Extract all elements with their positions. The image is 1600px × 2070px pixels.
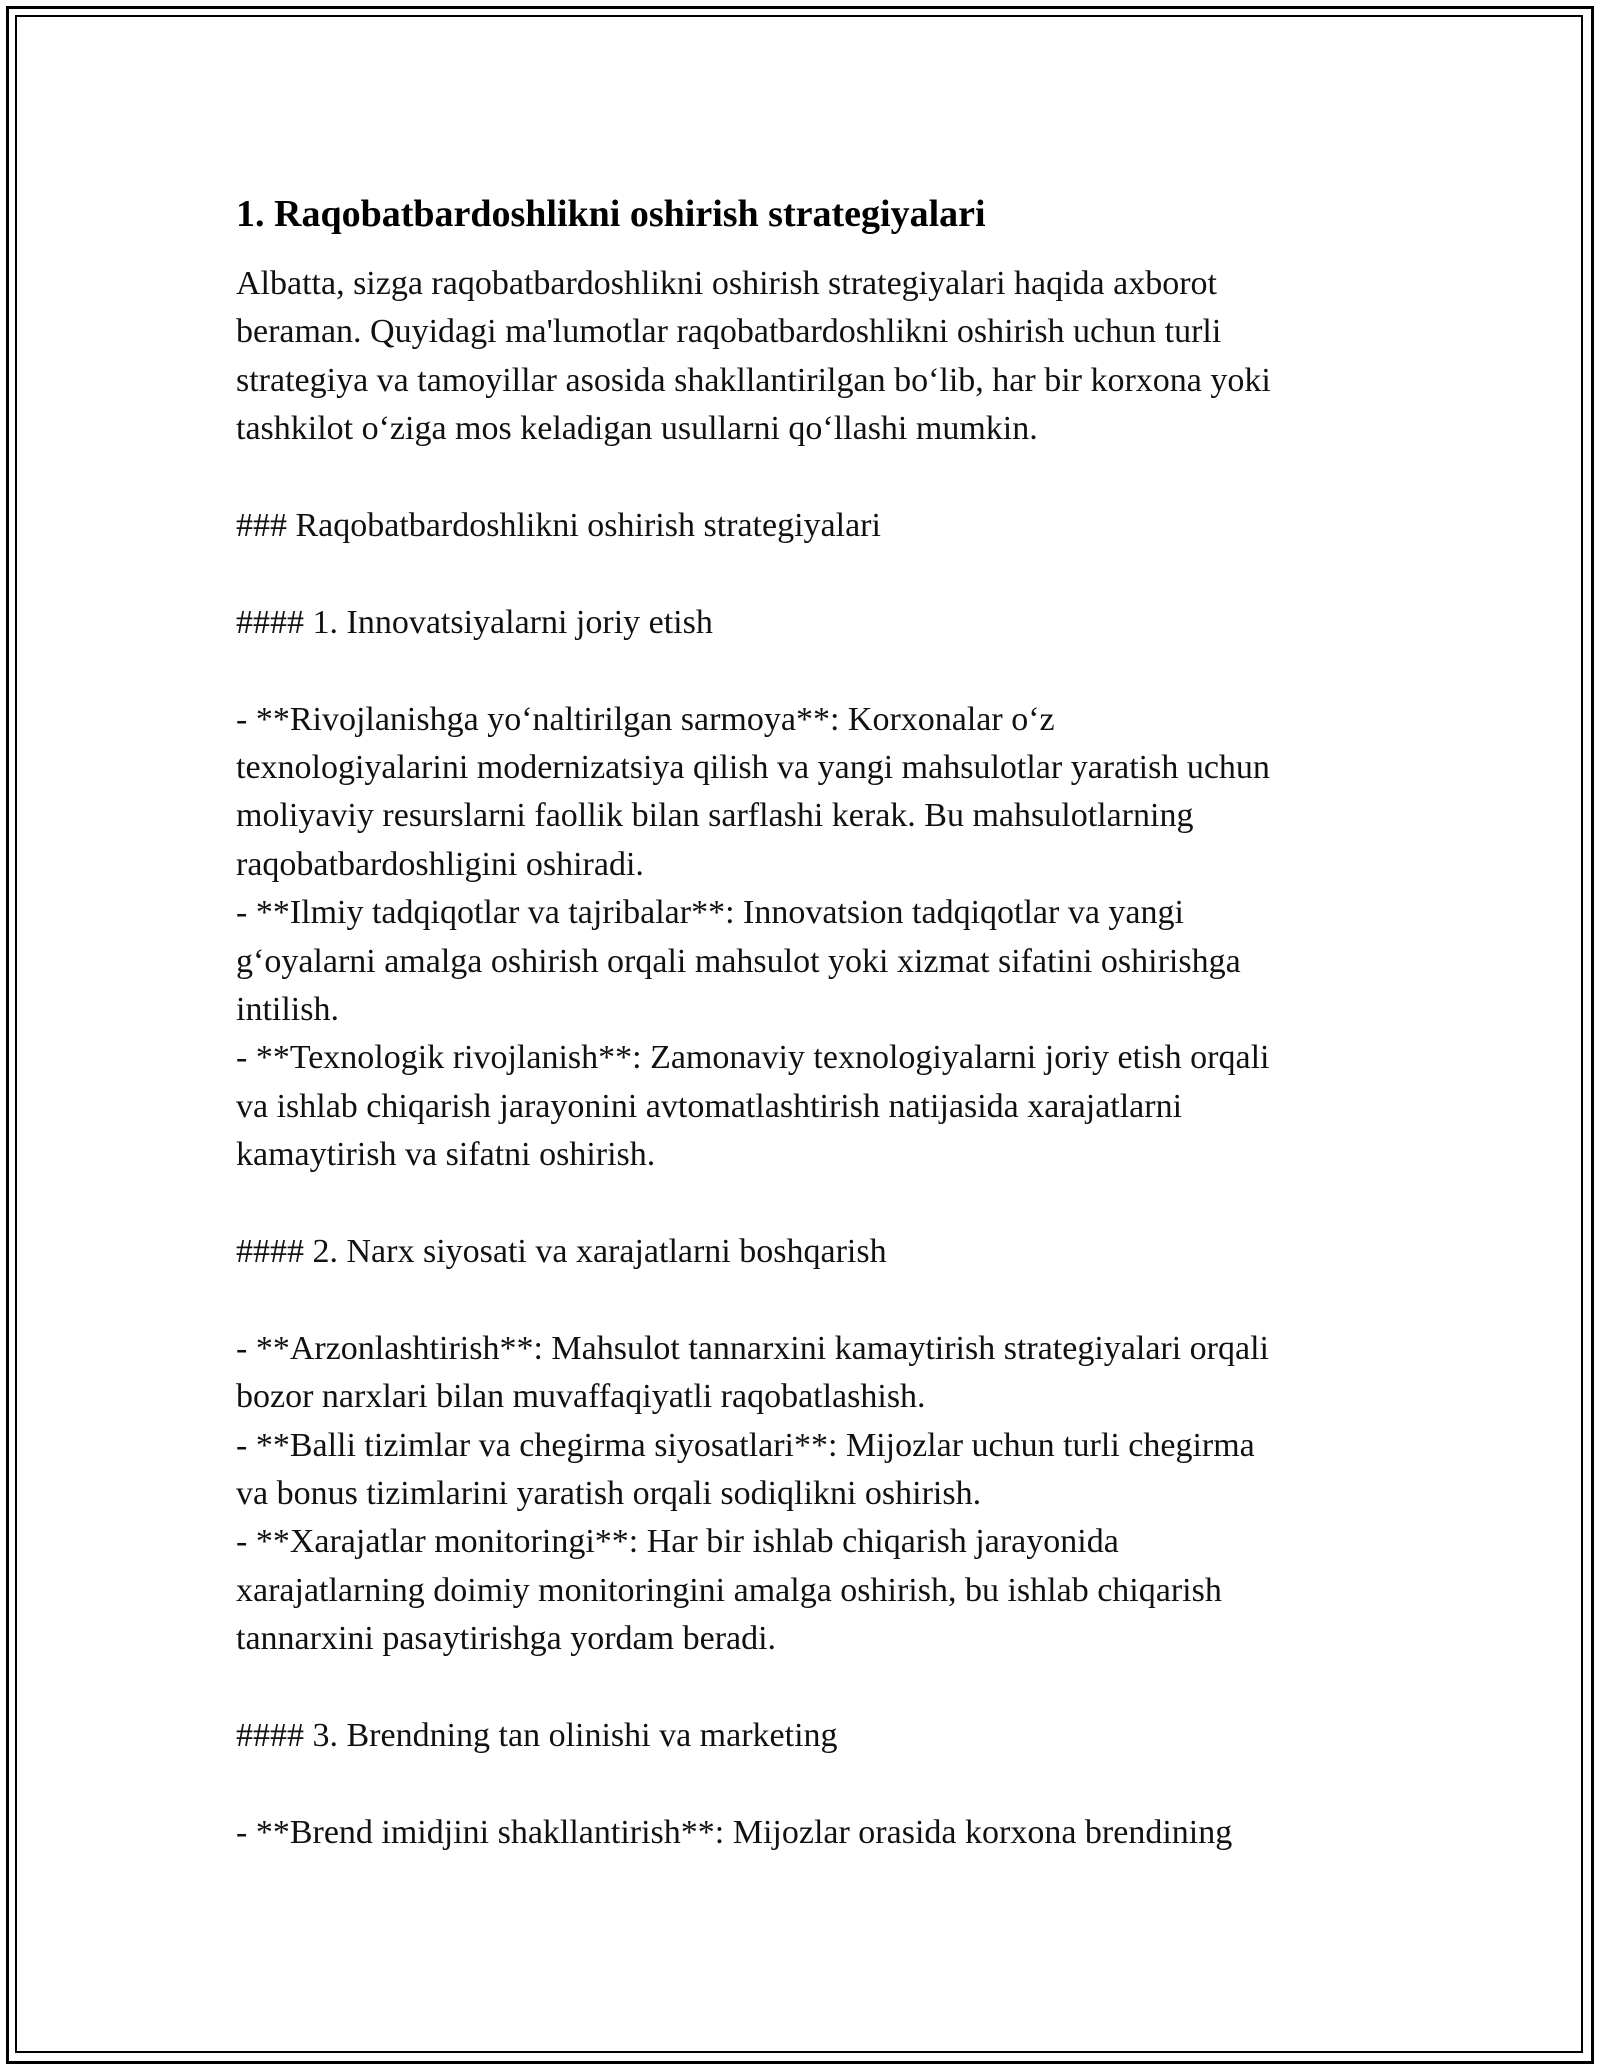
section-1-heading: #### 1. Innovatsiyalarni joriy etish	[236, 603, 713, 641]
section-3-heading: #### 3. Brendning tan olinishi va marketing	[236, 1717, 838, 1755]
spacer	[236, 1180, 1376, 1228]
spacer	[236, 1761, 1376, 1809]
spacer	[236, 454, 1376, 502]
section-3-body: - **Brend imidjini shakllantirish**: Mijozlar orasida korxona brendining	[236, 1813, 1233, 1851]
spacer	[236, 1664, 1376, 1712]
spacer	[236, 550, 1376, 598]
document-body	[236, 190, 1376, 1857]
section-2-heading: #### 2. Narx siyosati va xarajatlarni boshqarish	[236, 1233, 887, 1271]
intro-paragraph: Albatta, sizga raqobatbardoshlikni oshirish strategiyalari haqida axborot beraman. Quyidagi ma'lumotlar raqobatbardoshlikni oshirish uchun turli strategiya va tamoyillar asosida shakllantirilgan bo‘lib, har bir korxona yoki tashkilot o‘ziga mos keladigan usullarni qo‘llashi mumkin.	[236, 265, 1271, 448]
spacer	[236, 1276, 1376, 1324]
spacer	[236, 647, 1376, 695]
section-1-body: - **Rivojlanishga yo‘naltirilgan sarmoya**: Korxonalar o‘z texnologiyalarini modernizatsiya qilish va yangi mahsulotlar yaratish uchun moliyaviy resurslarni faollik bilan sarflashi kerak. Bu mahsulotlarning raqobatbardoshligini oshiradi. - **Ilmiy tadqiqotlar va tajribalar**: Innovatsion tadqiqotlar va yangi g‘oyalarni amalga oshirish orqali mahsulot yoki xizmat sifatini oshirishga intilish. - **Texnologik rivojlanish**: Zamonaviy texnologiyalarni joriy etish orqali va ishlab chiqarish jarayonini avtomatlashtirish natijasida xarajatlarni kamaytirish va sifatni oshirish.	[236, 700, 1270, 1174]
section-2-body: - **Arzonlashtirish**: Mahsulot tannarxini kamaytirish strategiyalari orqali bozor narxlari bilan muvaffaqiyatli raqobatlashish. - **Balli tizimlar va chegirma siyosatlari**: Mijozlar uchun turli chegirma va bonus tizimlarini yaratish orqali sodiqlikni oshirish. - **Xarajatlar monitoringi**: Har bir ishlab chiqarish jarayonida xarajatlarning doimiy monitoringini amalga oshirish, bu ishlab chiqarish tannarxini pasaytirishga yordam beradi.	[236, 1329, 1269, 1658]
section-heading-h3: ### Raqobatbardoshlikni oshirish strategiyalari	[236, 507, 881, 545]
document-title: 1. Raqobatbardoshlikni oshirish strategiyalari	[236, 193, 986, 235]
